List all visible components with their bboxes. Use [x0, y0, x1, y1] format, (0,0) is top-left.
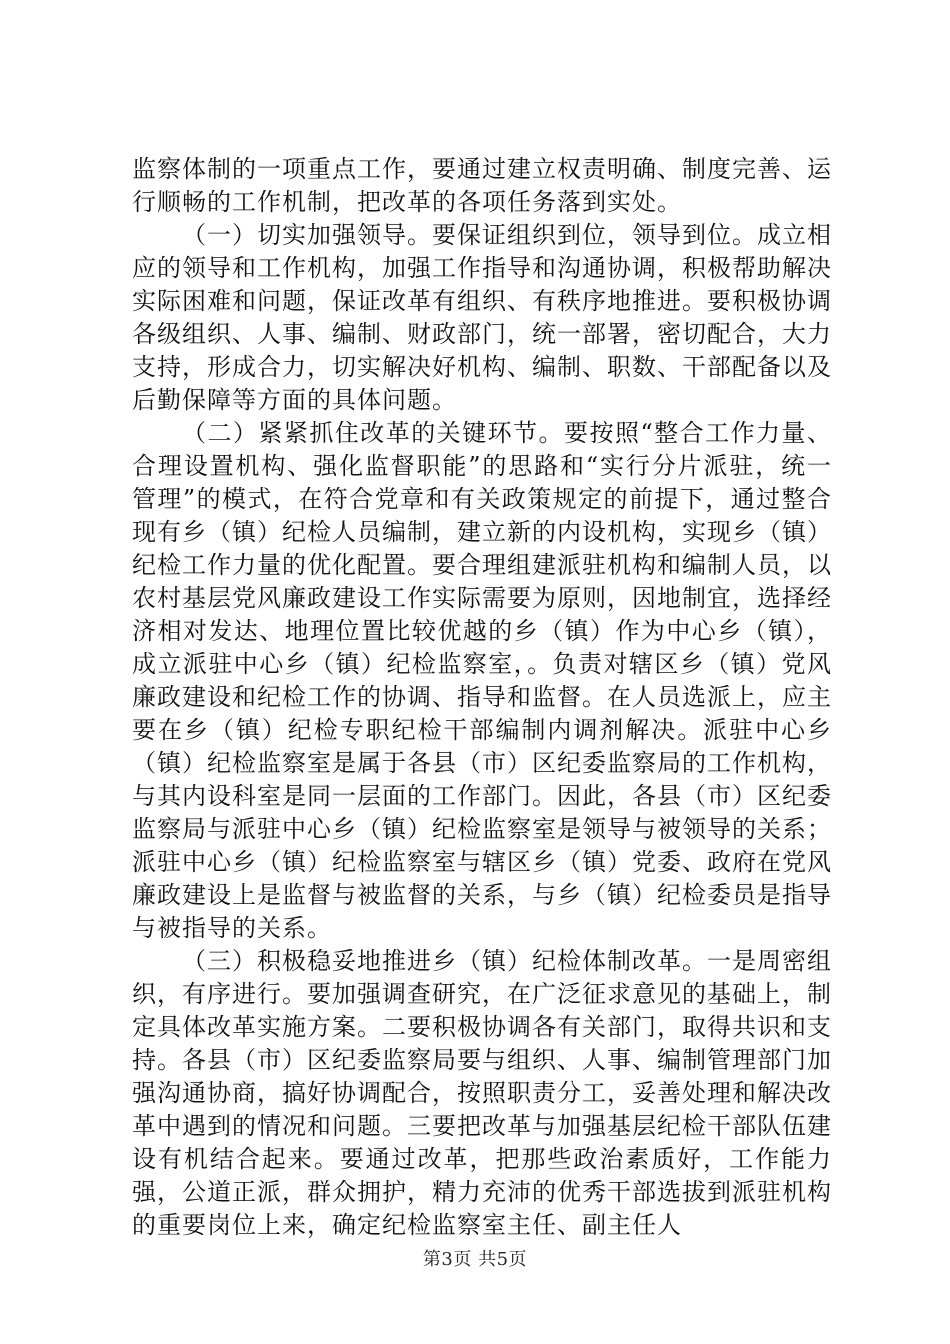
page-number-footer: 第3页 共5页: [422, 1249, 528, 1270]
paragraph-section-3: （三）积极稳妥地推进乡（镇）纪检体制改革。一是周密组织，有序进行。要加强调查研究，在广泛征求意见的基础上，制定具体改革实施方案。二要积极协调各有关部门，取得共识和支持。各县（市）区纪委监察局要与组织、人事、编制管理部门加强沟通协商，搞好协调配合，按照职责分工，妥善处理和解决改革中遇到的情况和问题。三要把改革与加强基层纪检干部队伍建设有机结合起来。要通过改革，把那些政治素质好，工作能力强，公道正派，群众拥护，精力充沛的优秀干部选拔到派驻机构的重要岗位上来，确定纪检监察室主任、副主任人: [132, 947, 832, 1239]
paragraph-section-1: （一）切实加强领导。要保证组织到位，领导到位。成立相应的领导和工作机构，加强工作指导和沟通协调，积极帮助解决实际困难和问题，保证改革有组织、有秩序地推进。要积极协调各级组织、人事、编制、财政部门，统一部署，密切配合，大力支持，形成合力，切实解决好机构、编制、职数、干部配备以及后勤保障等方面的具体问题。: [132, 221, 832, 414]
document-body: [132, 153, 832, 1242]
paragraph-continuation: 监察体制的一项重点工作，要通过建立权责明确、制度完善、运行顺畅的工作机制，把改革的各项任务落到实处。: [132, 155, 832, 216]
paragraph-section-2: （二）紧紧抓住改革的关键环节。要按照“整合工作力量、合理设置机构、强化监督职能”的思路和“实行分片派驻，统一管理”的模式，在符合党章和有关政策规定的前提下，通过整合现有乡（镇）纪检人员编制，建立新的内设机构，实现乡（镇）纪检工作力量的优化配置。要合理组建派驻机构和编制人员，以农村基层党风廉政建设工作实际需要为原则，因地制宜，选择经济相对发达、地理位置比较优越的乡（镇）作为中心乡（镇），成立派驻中心乡（镇）纪检监察室，。负责对辖区乡（镇）党风廉政建设和纪检工作的协调、指导和监督。在人员选派上，应主要在乡（镇）纪检专职纪检干部编制内调剂解决。派驻中心乡（镇）纪检监察室是属于各县（市）区纪委监察局的工作机构，与其内设科室是同一层面的工作部门。因此，各县（市）区纪委监察局与派驻中心乡（镇）纪检监察室是领导与被领导的关系；派驻中心乡（镇）纪检监察室与辖区乡（镇）党委、政府在党风廉政建设上是监督与被监督的关系，与乡（镇）纪检委员是指导与被指导的关系。: [132, 419, 832, 942]
